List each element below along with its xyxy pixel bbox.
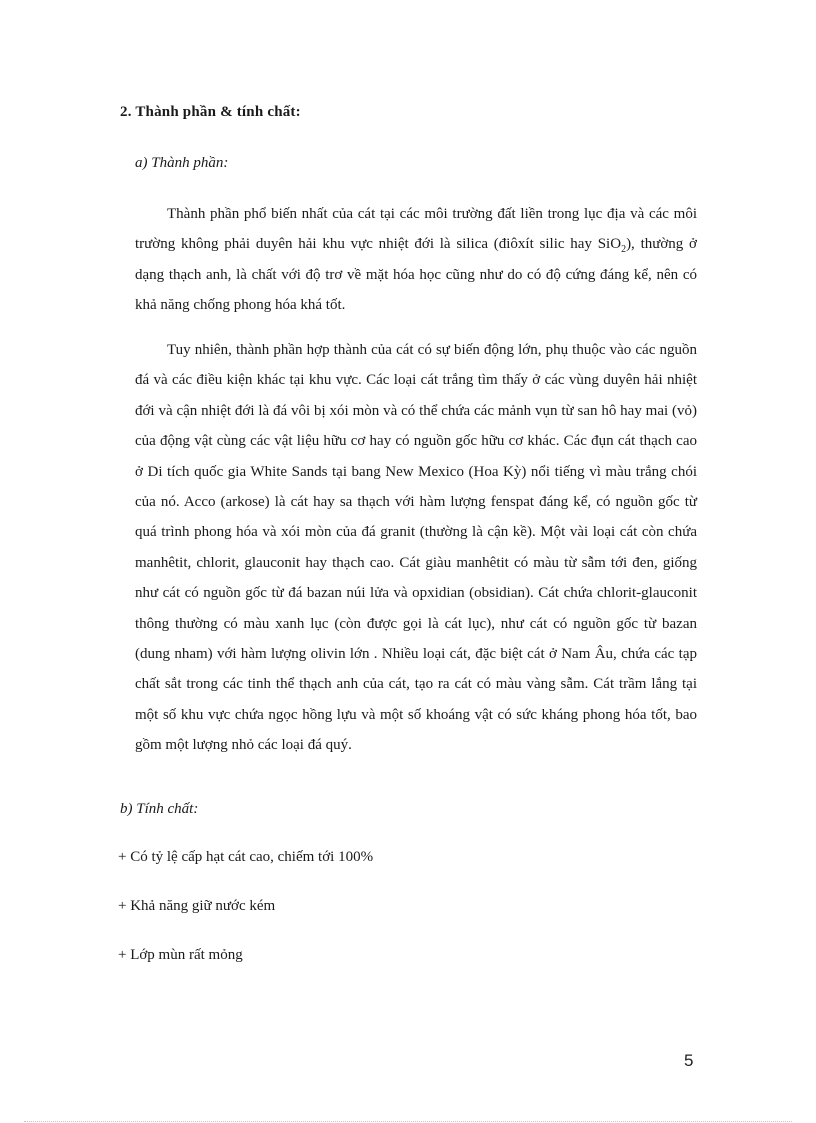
properties-heading: b) Tính chất: (120, 801, 199, 817)
section-heading: 2. Thành phần & tính chất: (120, 104, 301, 120)
page-number: 5 (684, 1051, 694, 1070)
composition-paragraph-2: Tuy nhiên, thành phần hợp thành của cát có sự biến động lớn, phụ thuộc vào các nguồn đá và các điều kiện khác tại khu vực. Các loại cát trắng tìm thấy ở các vùng duyên hải nhiệt đới và cận nhiệt đới là đá vôi bị xói mòn và có thể chứa các mảnh vụn từ san hô hay mai (vỏ) của động vật cùng các vật liệu hữu cơ hay có nguồn gốc hữu cơ khác. Các đụn cát thạch cao ở Di tích quốc gia White Sands tại bang New Mexico (Hoa Kỳ) nổi tiếng vì màu trắng chói của nó. Acco (arkose) là cát hay sa thạch với hàm lượng fenspat đáng kể, có nguồn gốc từ quá trình phong hóa và xói mòn của đá granit (thường là cận kề). Một vài loại cát còn chứa manhêtit, chlorit, glauconit hay thạch cao. Cát giàu manhêtit có màu từ sẫm tới đen, giống như cát có nguồn gốc từ đá bazan núi lửa và opxidian (obsidian). Cát chứa chlorit-glauconit thông thường có màu xanh lục (còn được gọi là cát lục), như cát có nguồn gốc từ bazan (dung nham) với hàm lượng olivin lớn . Nhiều loại cát, đặc biệt cát ở Nam Âu, chứa các tạp chất sắt trong các tinh thể thạch anh của cát, tạo ra cát có màu vàng sẫm. Cát trầm lắng tại một số khu vực chứa ngọc hồng lựu và một số khoáng vật có sức kháng phong hóa tốt, bao gồm một lượng nhỏ các loại đá quý. (135, 342, 697, 754)
property-item: + Lớp mùn rất mỏng (118, 947, 243, 963)
paragraph-1-text: Thành phần phổ biến nhất của cát tại các môi trường đất liền trong lục địa và các môi trường không phải duyên hải khu vực nhiệt đới là silica (điôxít silic hay SiO (135, 206, 697, 253)
property-item: + Có tỷ lệ cấp hạt cát cao, chiếm tới 100% (118, 849, 374, 865)
composition-paragraph-1 (135, 199, 697, 321)
paragraph-1-tail: ), thường ở dạng thạch anh, là chất với độ trơ về mặt hóa học cũng như do có độ cứng đáng kể, nên có khả năng chống phong hóa khá tốt. (135, 236, 697, 314)
page-bottom-divider (24, 1121, 792, 1122)
subscript-2: 2 (621, 244, 627, 256)
property-item: + Khả năng giữ nước kém (118, 898, 276, 914)
composition-heading: a) Thành phần: (135, 155, 229, 171)
